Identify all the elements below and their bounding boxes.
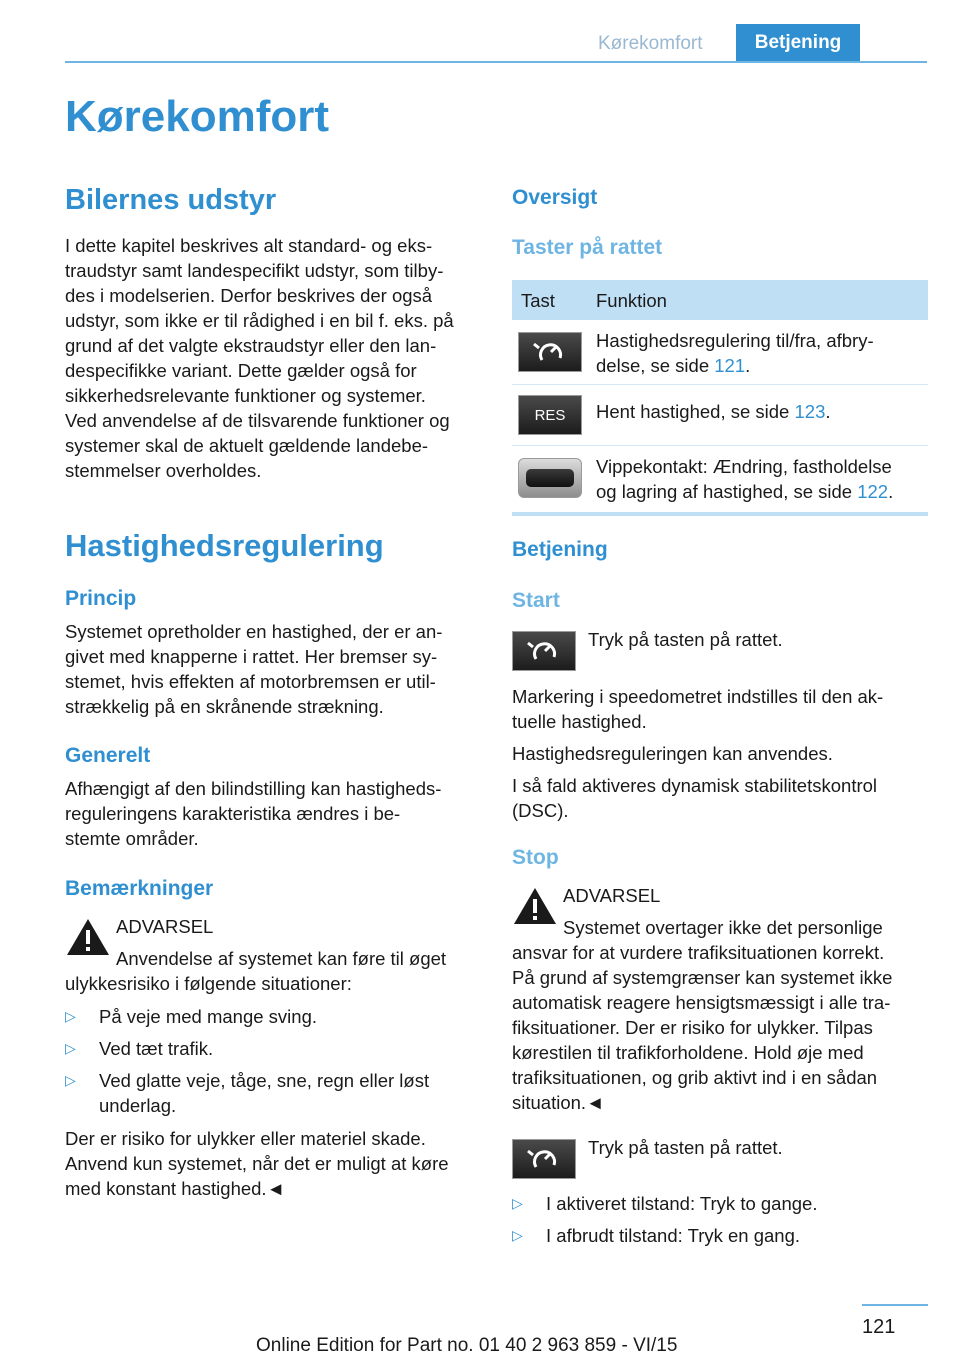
cruise-control-button-icon: [512, 1139, 576, 1179]
list-item: [65, 1004, 485, 1026]
warning-label: ADVARSEL: [116, 916, 214, 937]
page-link[interactable]: 122: [857, 481, 889, 502]
text-line: traudstyr samt landespecifikt udstyr, som tilby‐: [65, 260, 444, 281]
text-span: .: [825, 401, 831, 422]
table-row: [512, 320, 928, 385]
text-line: des i modelserien. Derfor beskrives der også: [65, 285, 433, 306]
running-header-tab: Betjening: [736, 24, 860, 62]
footer-rule: [862, 1304, 928, 1306]
bullet-triangle-icon: ▷: [65, 1040, 76, 1056]
text-line: stemmelser overholdes.: [65, 460, 262, 481]
column-header-tast: Tast: [521, 290, 555, 311]
text-line: despecifikke variant. Dette gælder også for: [65, 360, 417, 381]
heading-taster-pa-rattet: Taster på rattet: [512, 236, 663, 259]
warning-text: ulykkesrisiko i følgende situationer:: [65, 973, 352, 994]
text-line: udstyr, som ikke er til rådighed i en bil f. eks. på: [65, 310, 454, 331]
heading-betjening: Betjening: [512, 538, 608, 561]
buttons-table: [512, 280, 928, 512]
text-line: automatisk reagere hensigtsmæssigt i alle tra‐: [512, 992, 891, 1013]
text-line: Afhængigt af den bilindstilling kan hastigheds‐: [65, 778, 442, 799]
cruise-control-button-icon: [512, 631, 576, 671]
cruise-control-button-icon: [518, 332, 582, 372]
text-line: trafiksituationen, og grib aktivt ind i en sådan: [512, 1067, 878, 1088]
heading-start: Start: [512, 589, 560, 612]
table-header: [512, 280, 928, 320]
text-line: givet med knapperne i rattet. Her bremser sy‐: [65, 646, 438, 667]
table-bottom-rule: [512, 512, 928, 516]
text-line: I dette kapitel beskrives alt standard- og eks‐: [65, 235, 433, 256]
text-line: ansvar for at vurdere trafiksituationen korrekt.: [512, 942, 885, 963]
text-line: Vippekontakt: Ændring, fastholdelse: [596, 456, 892, 477]
bullet-triangle-icon: ▷: [512, 1227, 523, 1243]
text-line: Anvend kun systemet, når det er muligt at køre: [65, 1153, 449, 1174]
text-line: Hastighedsregulering til/fra, afbry‐: [596, 330, 874, 351]
bullet-triangle-icon: ▷: [65, 1072, 76, 1088]
text-line: strækkelig på en skrånende strækning.: [65, 696, 384, 717]
text-line: Systemet opretholder en hastighed, der er an‐: [65, 621, 443, 642]
text-line: fiksituationer. Der er risiko for ulykker. Tilpas: [512, 1017, 873, 1038]
warning-text-first: Anvendelse af systemet kan føre til øget: [116, 948, 447, 969]
text-line: I så fald aktiveres dynamisk stabilitetskontrol: [512, 775, 878, 796]
text-line: grund af det valgte ekstraudstyr eller den lan‐: [65, 335, 437, 356]
list-item: [65, 1036, 485, 1058]
text-span: delse, se side: [596, 355, 715, 376]
list-item-text: Ved glatte veje, tåge, sne, regn eller løst: [99, 1070, 430, 1091]
page-title: Kørekomfort: [65, 92, 330, 141]
start-instruction: Tryk på tasten på rattet.: [588, 629, 783, 650]
column-header-funktion: Funktion: [596, 290, 667, 311]
res-icon-label: RES: [534, 406, 566, 424]
warning-icon: [65, 917, 111, 957]
heading-hastighedsregulering: Hastighedsregulering: [65, 528, 384, 563]
text-line: med konstant hastighed.◄: [65, 1178, 285, 1199]
text-line: [596, 353, 926, 378]
table-row: [512, 385, 928, 446]
text-line: (DSC).: [512, 800, 569, 821]
text-line: sikkerhedsrelevante funktioner og systemer.: [65, 385, 426, 406]
bullet-triangle-icon: ▷: [65, 1008, 76, 1024]
risk-paragraph: [65, 1126, 485, 1201]
list-item: [65, 1068, 485, 1118]
text-line: stemet, hvis effekten af motorbremsen er util‐: [65, 671, 436, 692]
list-item-text: På veje med mange sving.: [99, 1006, 318, 1027]
heading-princip: Princip: [65, 587, 137, 610]
text-line: Hastighedsreguleringen kan anvendes.: [512, 743, 833, 764]
header-rule: [65, 61, 927, 63]
text-line: systemer skal de aktuelt gældende landebe‐: [65, 435, 429, 456]
heading-generelt: Generelt: [65, 744, 151, 767]
list-item: [512, 1223, 932, 1245]
row-text: [596, 454, 926, 504]
heading-bemaerkninger: Bemærkninger: [65, 877, 214, 900]
text-line: Der er risiko for ulykker eller materiel skade.: [65, 1128, 426, 1149]
heading-stop: Stop: [512, 846, 559, 869]
heading-oversigt: Oversigt: [512, 186, 598, 209]
list-item: [512, 1191, 932, 1213]
res-button-icon: [518, 395, 582, 435]
text-span: .: [888, 481, 894, 502]
row-text: [596, 399, 926, 424]
list-item-text: Ved tæt trafik.: [99, 1038, 214, 1059]
warning-text-first: Systemet overtager ikke det personlige: [563, 917, 883, 938]
start-paragraph: [512, 684, 932, 823]
text-line: Ved anvendelse af de tilsvarende funktioner og: [65, 410, 450, 431]
warning-label: ADVARSEL: [563, 885, 661, 906]
heading-bilernes-udstyr: Bilernes udstyr: [65, 184, 277, 216]
text-line: [596, 479, 926, 504]
text-span: .: [745, 355, 751, 376]
running-header-section: Kørekomfort: [598, 33, 703, 54]
rocker-switch-icon: [518, 458, 582, 498]
princip-paragraph: [65, 619, 485, 719]
list-item-text: I afbrudt tilstand: Tryk en gang.: [546, 1225, 801, 1246]
stop-warning-paragraph: [512, 940, 932, 1115]
warning-icon: [512, 886, 558, 926]
text-line: kørestilen til trafikforholdene. Hold øje med: [512, 1042, 864, 1063]
list-item-text: I aktiveret tilstand: Tryk to gange.: [546, 1193, 818, 1214]
list-item-text: underlag.: [99, 1095, 177, 1116]
bullet-triangle-icon: ▷: [512, 1195, 523, 1211]
stop-instruction: Tryk på tasten på rattet.: [588, 1137, 783, 1158]
edition-footer: Online Edition for Part no. 01 40 2 963 859 - VI/15: [256, 1335, 678, 1356]
text-line: situation.◄: [512, 1092, 605, 1113]
page-link[interactable]: 121: [714, 355, 746, 376]
table-row: [512, 446, 928, 512]
text-span: Hent hastighed, se side: [596, 401, 795, 422]
text-span: og lagring af hastighed, se side: [596, 481, 858, 502]
text-line: stemte områder.: [65, 828, 199, 849]
page-number: 121: [862, 1316, 896, 1338]
generelt-paragraph: [65, 776, 485, 851]
bilernes-paragraph: [65, 233, 485, 483]
row-text: [596, 328, 926, 378]
page-link[interactable]: 123: [794, 401, 826, 422]
text-line: Markering i speedometret indstilles til den ak‐: [512, 686, 884, 707]
text-line: tuelle hastighed.: [512, 711, 647, 732]
text-line: På grund af systemgrænser kan systemet ikke: [512, 967, 893, 988]
text-line: reguleringens karakteristika ændres i be‐: [65, 803, 401, 824]
